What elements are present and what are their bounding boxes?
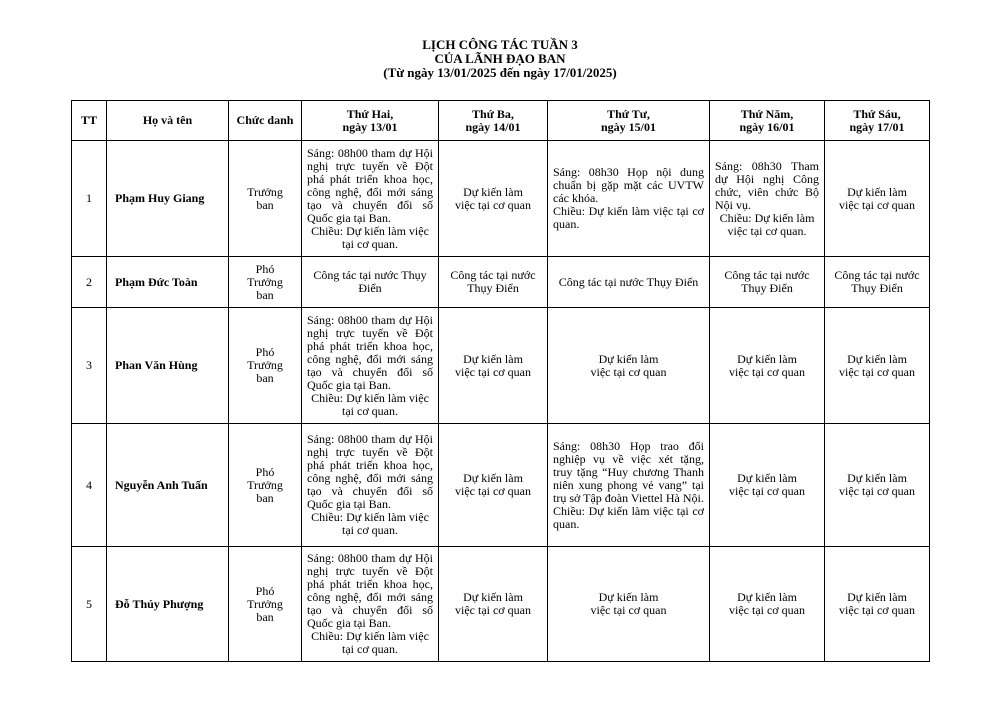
afternoon-note: Chiều: Dự kiến làm việc tại cơ quan.: [553, 204, 704, 231]
note-line: việc tại cơ quan: [455, 603, 531, 617]
cell-thursday: [710, 308, 825, 424]
note-line: việc tại cơ quan: [729, 364, 805, 379]
title-line: Trưởng: [247, 184, 283, 199]
cell-wednesday: [548, 547, 710, 662]
col-header-name: Họ và tên: [107, 101, 229, 141]
cell-thursday: [710, 257, 825, 308]
col-header-monday-date: ngày 13/01: [342, 119, 398, 134]
col-header-wednesday-line: Thứ Tư,: [607, 106, 650, 121]
table-row: [72, 308, 930, 424]
cell-tt: 3: [72, 308, 107, 424]
note-line: Công tác tại nước: [834, 268, 920, 282]
cell-monday: [302, 308, 439, 424]
cell-wednesday: [548, 257, 710, 308]
cell-name: Nguyễn Anh Tuấn: [107, 424, 229, 547]
morning-note: Sáng: 08h30 Họp nội dung chuẩn bị gặp mặt các UVTW các khóa.: [553, 165, 704, 205]
note-line: việc tại cơ quan: [729, 603, 805, 617]
cell-title: [229, 424, 302, 547]
note-line: việc tại cơ quan: [729, 484, 805, 498]
note-line: việc tại cơ quan: [455, 364, 531, 379]
document-title-block: [0, 38, 1000, 80]
note-line: việc tại cơ quan: [590, 364, 667, 379]
title-line-3: (Từ ngày 13/01/2025 đến ngày 17/01/2025): [383, 65, 617, 80]
afternoon-note: Chiều: Dự kiến làm việc tại cơ quan.: [719, 210, 815, 238]
title-line: ban: [256, 490, 274, 505]
cell-title: [229, 547, 302, 662]
col-header-wednesday: [548, 101, 710, 141]
cell-title: [229, 308, 302, 424]
morning-note: Sáng: 08h00 tham dự Hội nghị trực tuyến về Đột phá phát triển khoa học, công nghệ, đổi mới sáng tạo và chuyển đổi số Quốc gia tại Ban.: [307, 551, 433, 630]
cell-friday: [825, 141, 930, 257]
note-line: Dự kiến làm: [847, 184, 907, 199]
note-line: Công tác tại nước: [450, 268, 536, 282]
table-row: [72, 257, 930, 308]
schedule-table: [71, 100, 930, 662]
morning-note: Sáng: 08h00 tham dự Hội nghị trực tuyến về Đột phá phát triển khoa học, công nghệ, đổi mới sáng tạo và chuyển đổi số Quốc gia tại Ban.: [307, 432, 433, 511]
col-header-thursday-date: ngày 16/01: [739, 119, 795, 134]
title-line: Trưởng: [247, 477, 283, 492]
col-header-friday-line: Thứ Sáu,: [853, 106, 901, 121]
title-line: Trưởng: [247, 274, 283, 289]
note-line: việc tại cơ quan: [590, 603, 667, 617]
cell-friday: [825, 547, 930, 662]
cell-monday: [302, 424, 439, 547]
note-line: việc tại cơ quan: [455, 484, 531, 498]
col-header-monday: [302, 101, 439, 141]
col-header-tuesday: [439, 101, 548, 141]
col-header-friday: [825, 101, 930, 141]
title-line: ban: [256, 609, 274, 624]
cell-friday: [825, 308, 930, 424]
title-line: ban: [256, 197, 274, 212]
afternoon-note: Chiều: Dự kiến làm việc tại cơ quan.: [311, 390, 429, 418]
col-header-monday-line: Thứ Hai,: [346, 106, 394, 121]
cell-name: Đỗ Thúy Phượng: [107, 547, 229, 662]
note-line: Dự kiến làm: [847, 590, 907, 604]
cell-wednesday: [548, 308, 710, 424]
morning-note: Sáng: 08h00 tham dự Hội nghị trực tuyến về Đột phá phát triển khoa học, công nghệ, đổi mới sáng tạo và chuyển đổi số Quốc gia tại Ban.: [307, 145, 433, 225]
morning-note: Sáng: 08h00 tham dự Hội nghị trực tuyến về Đột phá phát triển khoa học, công nghệ, đổi mới sáng tạo và chuyển đổi số Quốc gia tại Ban.: [307, 312, 433, 392]
col-header-tuesday-line: Thứ Ba,: [472, 106, 514, 121]
title-line: Phó: [255, 345, 275, 359]
cell-tuesday: [439, 547, 548, 662]
cell-tuesday: [439, 257, 548, 308]
title-line: Trưởng: [247, 358, 283, 372]
afternoon-note: Chiều: Dự kiến làm việc tại cơ quan.: [311, 223, 429, 251]
cell-title: [229, 257, 302, 308]
note-line: Dự kiến làm: [598, 351, 659, 366]
col-header-thursday-line: Thứ Năm,: [740, 106, 794, 121]
col-header-title: Chức danh: [229, 101, 302, 141]
note-line: Dự kiến làm: [847, 471, 907, 485]
title-line: Phó: [255, 583, 275, 598]
col-header-thursday: [710, 101, 825, 141]
cell-thursday: [710, 141, 825, 257]
note-line: Thụy Điển: [741, 281, 793, 295]
cell-thursday: [710, 424, 825, 547]
title-line-2: CỦA LÃNH ĐẠO BAN: [434, 51, 566, 66]
col-header-wednesday-date: ngày 15/01: [600, 119, 656, 134]
cell-tt: 4: [72, 424, 107, 547]
cell-tt: 5: [72, 547, 107, 662]
note-line: việc tại cơ quan: [839, 197, 915, 212]
cell-tuesday: [439, 308, 548, 424]
note-line: Dự kiến làm: [463, 351, 523, 366]
note-line: việc tại cơ quan: [839, 364, 915, 379]
title-line: Phó: [255, 464, 275, 479]
note-line: Thụy Điển: [467, 281, 519, 295]
afternoon-note: Chiều: Dự kiến làm việc tại cơ quan.: [311, 510, 429, 537]
note-line: Dự kiến làm: [737, 471, 797, 485]
cell-monday: [302, 547, 439, 662]
title-line-1: LỊCH CÔNG TÁC TUẦN 3: [422, 37, 578, 52]
cell-tuesday: [439, 424, 548, 547]
note-line: Dự kiến làm: [463, 590, 523, 604]
cell-monday: [302, 257, 439, 308]
note-line: việc tại cơ quan: [455, 197, 531, 212]
table-row: [72, 424, 930, 547]
title-line: Phó: [255, 261, 275, 276]
afternoon-note: Chiều: Dự kiến làm việc tại cơ quan.: [311, 629, 429, 656]
cell-friday: [825, 257, 930, 308]
note-line: Dự kiến làm: [598, 590, 659, 604]
header-row: [72, 101, 930, 141]
cell-wednesday: [548, 424, 710, 547]
cell-title: [229, 141, 302, 257]
afternoon-note: Chiều: Dự kiến làm việc tại cơ quan.: [553, 503, 704, 531]
cell-name: Phạm Đức Toàn: [107, 257, 229, 308]
cell-name: Phạm Huy Giang: [107, 141, 229, 257]
table-row: [72, 547, 930, 662]
cell-monday: [302, 141, 439, 257]
col-header-friday-date: ngày 17/01: [849, 119, 905, 134]
table-row: [72, 141, 930, 257]
title-line: Trưởng: [247, 596, 283, 611]
note-line: Công tác tại nước Thụy Điển: [558, 274, 699, 289]
cell-name: Phan Văn Hùng: [107, 308, 229, 424]
note-line: việc tại cơ quan: [839, 603, 915, 617]
note-line: Công tác tại nước: [724, 268, 810, 282]
morning-note: Sáng: 08h30 Họp trao đổi nghiệp vụ về việc xét tặng, truy tặng “Huy chương Thanh niên xung phong vẻ vang” tại trụ sở Tập đoàn Viettel Hà Nội.: [553, 438, 704, 505]
cell-thursday: [710, 547, 825, 662]
cell-tt: 1: [72, 141, 107, 257]
cell-friday: [825, 424, 930, 547]
title-line: ban: [256, 371, 274, 385]
col-header-tuesday-date: ngày 14/01: [465, 119, 521, 134]
col-header-tt: TT: [72, 101, 107, 141]
note-line: Dự kiến làm: [847, 351, 907, 366]
title-line: ban: [256, 287, 274, 302]
note-line: Dự kiến làm: [737, 351, 797, 366]
note-line: việc tại cơ quan: [839, 484, 915, 498]
morning-note: Sáng: 08h30 Tham dự Hội nghị Công chức, viên chức Bộ Nội vụ.: [715, 158, 819, 212]
note-line: Thụy Điển: [851, 281, 903, 295]
cell-tt: 2: [72, 257, 107, 308]
cell-tuesday: [439, 141, 548, 257]
note-line: Dự kiến làm: [463, 471, 523, 485]
note-line: Công tác tại nước Thụy Điển: [313, 268, 427, 295]
cell-wednesday: [548, 141, 710, 257]
note-line: Dự kiến làm: [737, 590, 797, 604]
note-line: Dự kiến làm: [463, 184, 523, 199]
